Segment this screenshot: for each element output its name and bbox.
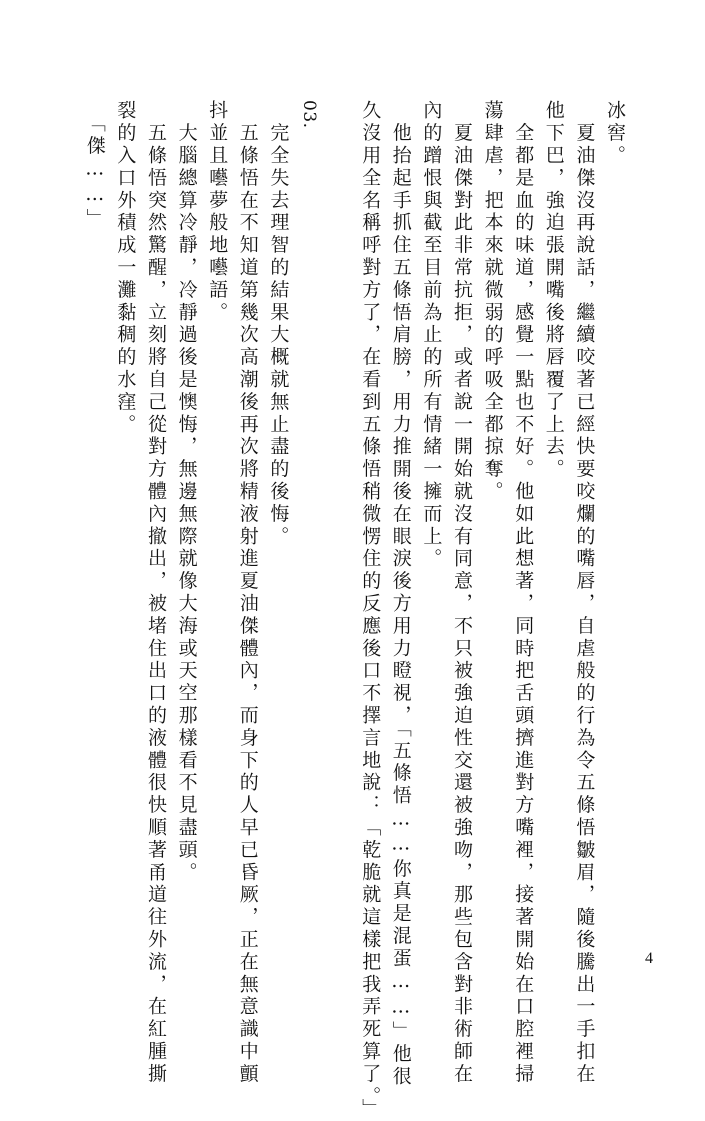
section-heading: 03. [299, 100, 319, 129]
text-column-4: 全都是血的味道，感覺一點也不好。他如此想著，同時把舌頭擠進對方嘴裡，接著開始在口腔裡掃 [512, 100, 535, 1086]
text-column-13: 五條悟在不知道第幾次高潮後再次將精液射進夏油傑體內，而身下的人早已昏厥，正在無意識中顫 [236, 100, 259, 1086]
text-column-18: 「傑……」 [83, 100, 106, 231]
text-column-6: 夏油傑對此非常抗拒，或者說一開始就沒有同意，不只被強迫性交還被強吻，那些包含對非術師在 [451, 100, 473, 1086]
text-column-8: 他抬起手抓住五條悟肩膀，用力推開後在眼淚後方用力瞪視，「五條悟……你真是混蛋……」他很 [389, 100, 412, 1089]
text-column-3: 他下巴，強迫張開嘴後將唇覆了上去。 [542, 100, 565, 481]
text-column-16: 五條悟突然驚醒，立刻將自己從對方體內撤出，被堵住出口的液體很快順著甬道往外流，在紅腫撕 [145, 100, 167, 1086]
text-column-15: 大腦總算冷靜，冷靜過後是懊悔，無邊無際就像大海或天空那樣看不見盡頭。 [175, 100, 198, 884]
page-number: 4 [645, 950, 653, 967]
text-column-9: 久沒用全名稱呼對方了，在看到五條悟稍微愣住的反應後口不擇言地說：「乾脆就這樣把我弄死算了。」 [359, 100, 382, 1121]
text-column-7: 內的蹭恨與截至目前為止的所有情緒一擁而上。 [420, 100, 443, 571]
text-column-14: 抖並且囈夢般地囈語。 [206, 100, 229, 324]
text-column-1: 冰窖。 [604, 100, 626, 168]
text-column-17: 裂的入口外積成一灘黏稠的水窪。 [114, 100, 137, 436]
text-column-12: 完全失去理智的結果大概就無止盡的後悔。 [267, 100, 290, 548]
text-column-5: 蕩肆虐，把本來就微弱的呼吸全都掠奪。 [481, 100, 504, 504]
text-column-2: 夏油傑沒再說話，繼續咬著已經快要咬爛的嘴唇，自虐般的行為令五條悟皺眉，隨後騰出一手扣在 [573, 100, 596, 1086]
